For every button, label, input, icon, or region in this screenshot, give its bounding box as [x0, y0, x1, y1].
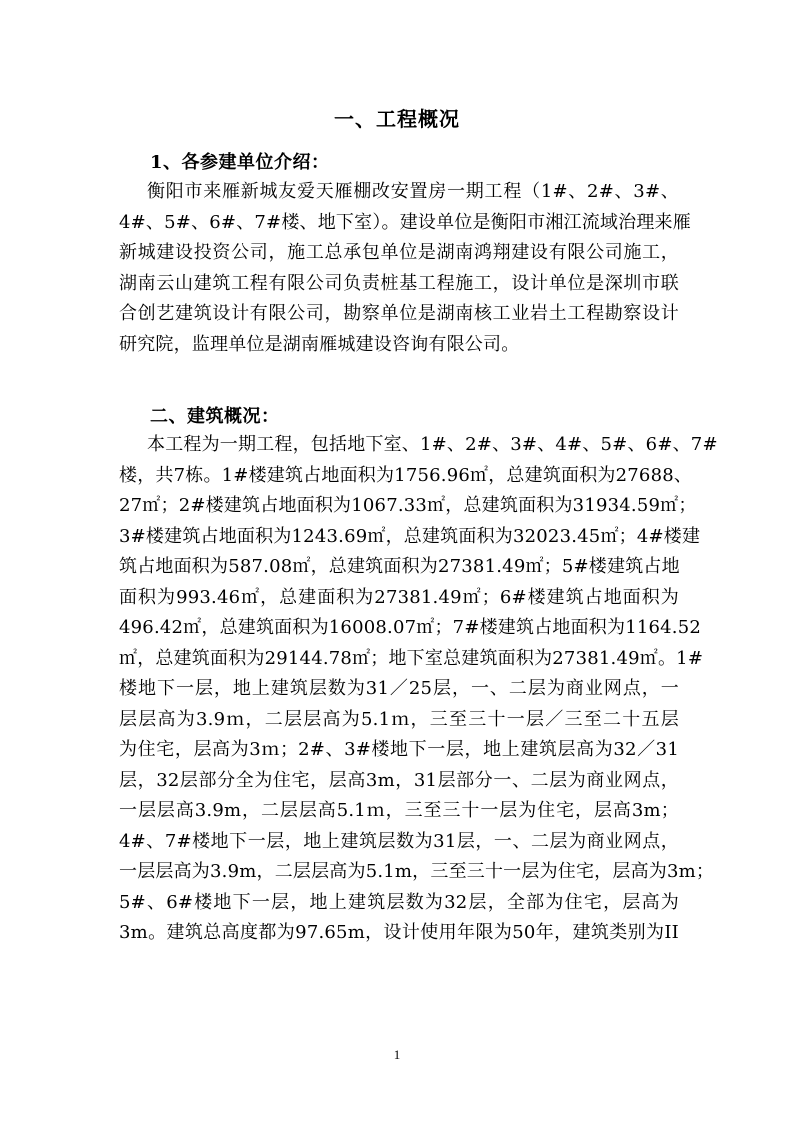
paragraph-line: 层层高为3.9ｍ，二层层高为5.1ｍ，三至三十一层／三至二十五层: [119, 708, 679, 730]
paragraph-line: 面积为993.46㎡，总建面积为27381.49㎡；6#楼建筑占地面积为: [119, 586, 679, 608]
paragraph-line: 为住宅，层高为3ｍ；2#、3#楼地下一层，地上建筑层高为32／31: [119, 739, 679, 760]
paragraph-line: 合创艺建筑设计有限公司，勘察单位是湖南核工业岩土工程勘察设计: [119, 303, 679, 324]
paragraph-line: 一层层高为3.9m，二层层高为5.1m，三至三十一层为住宅，层高为3m；: [119, 861, 715, 882]
section-participants-body: [119, 177, 691, 360]
paragraph-line: 新城建设投资公司，施工总承包单位是湖南鸿翔建设有限公司施工，: [119, 242, 679, 263]
paragraph-line: ㎡，总建筑面积为29144.78㎡；地下室总建筑面积为27381.49㎡。1#: [119, 647, 704, 669]
section-heading-participants: 1、各参建单位介绍：: [150, 152, 330, 173]
paragraph-line: 一层层高3.9m，二层层高5.1ｍ，三至三十一层为住宅，层高3m；: [119, 800, 679, 821]
paragraph-line: 4#、7#楼地下一层，地上建筑层数为31层，一、二层为商业网点，: [119, 830, 679, 852]
paragraph-line: 研究院，监理单位是湖南雁城建设咨询有限公司。: [119, 333, 520, 355]
paragraph-line: 4#、5#、6#、7#楼、地下室）。建设单位是衡阳市湘江流域治理来雁: [119, 211, 691, 233]
paragraph-line: 层，32层部分全为住宅，层高3m，31层部分一、二层为商业网点，: [119, 769, 679, 791]
paragraph-line: 楼，共7栋。1#楼建筑占地面积为1756.96㎡，总建筑面积为27688、: [119, 464, 693, 486]
page-number: 1: [393, 1047, 401, 1062]
paragraph-line: 3m。建筑总高度都为97.65m，设计使用年限为50年，建筑类别为II: [119, 922, 679, 943]
paragraph-line: 496.42㎡，总建筑面积为16008.07㎡；7#楼建筑占地面积为1164.52: [119, 617, 702, 638]
paragraph-line: 5#、6#楼地下一层，地上建筑层数为32层，全部为住宅，层高为: [119, 891, 679, 913]
paragraph-line: 湖南云山建筑工程有限公司负责桩基工程施工，设计单位是深圳市联: [119, 272, 679, 294]
section-heading-building-overview: 二、建筑概况：: [150, 406, 280, 427]
paragraph-line: 3#楼建筑占地面积为1243.69㎡，总建筑面积为32023.45㎡；4#楼建: [119, 525, 701, 547]
paragraph-line: 筑占地面积为587.08㎡，总建筑面积为27381.49㎡；5#楼建筑占地: [119, 556, 680, 577]
page-title: 一、工程概况: [334, 107, 460, 131]
paragraph-line: 楼地下一层，地上建筑层数为31／25层，一、二层为商业网点，一: [119, 678, 679, 699]
paragraph-line: 本工程为一期工程，包括地下室、1#、2#、3#、4#、5#、6#、7#: [147, 434, 718, 455]
section-building-overview-body: [119, 430, 718, 949]
paragraph-line: 27㎡；2#楼建筑占地面积为1067.33㎡，总建筑面积为31934.59㎡；: [119, 495, 697, 516]
paragraph-line: 衡阳市来雁新城友爱天雁棚改安置房一期工程（1#、2#、3#、: [147, 181, 679, 202]
